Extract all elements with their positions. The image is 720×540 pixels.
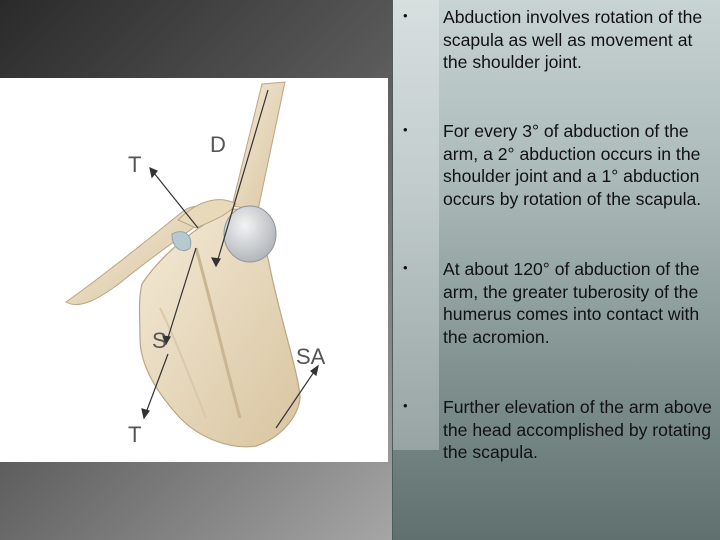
label-t-top: T <box>128 152 142 177</box>
bullet-text: Further elevation of the arm above the head accomplished by rotating the scapula. <box>443 397 712 463</box>
bullet-item-4 <box>393 396 720 506</box>
label-s: S <box>152 328 167 353</box>
bullet-glyph: • <box>403 8 408 23</box>
bullet-text: Abduction involves rotation of the scapula as well as movement at the shoulder joint. <box>443 7 703 73</box>
bullet-text: At about 120° of abduction of the arm, the greater tuberosity of the humerus comes into contact with the acromion. <box>443 259 700 347</box>
text-panel <box>392 0 720 540</box>
bullet-list <box>393 6 720 506</box>
scapula-figure <box>0 78 388 462</box>
bullet-item-3 <box>393 258 720 396</box>
label-d: D <box>210 132 226 157</box>
label-t-bottom: T <box>128 422 142 447</box>
scapula-illustration <box>0 78 388 462</box>
bullet-glyph: • <box>403 398 408 413</box>
bullet-glyph: • <box>403 260 408 275</box>
bullet-glyph: • <box>403 122 408 137</box>
humerus-bone <box>232 82 285 210</box>
label-sa: SA <box>296 344 326 369</box>
bullet-item-1 <box>393 6 720 120</box>
bullet-text: For every 3° of abduction of the arm, a 2° abduction occurs in the shoulder joint and a 1° abduction occurs by rotation of the scapula. <box>443 121 702 209</box>
bullet-item-2 <box>393 120 720 258</box>
